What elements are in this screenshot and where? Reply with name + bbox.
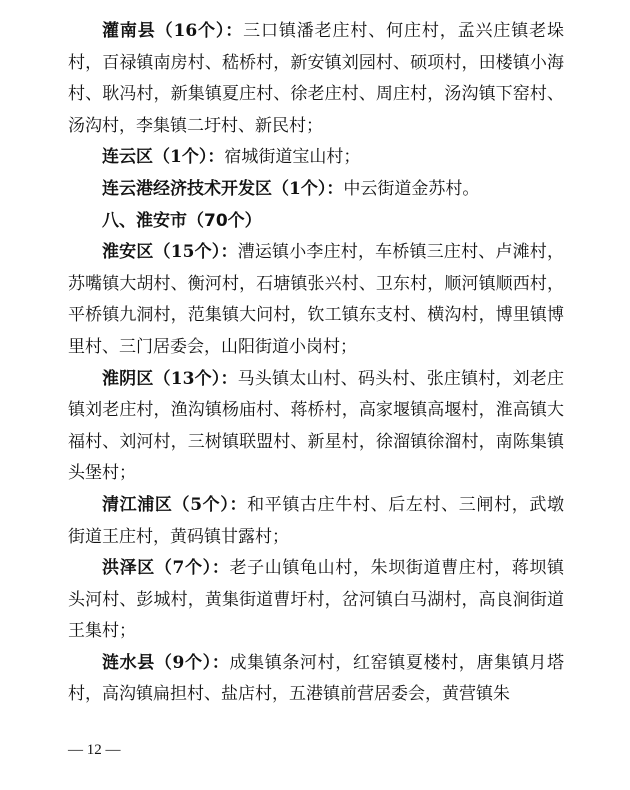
paragraph-lianshui bbox=[68, 648, 564, 711]
region-name: 连云区（1个）： bbox=[102, 147, 225, 168]
paragraph-lianyun bbox=[68, 142, 564, 174]
paragraph-huaian-district bbox=[68, 237, 564, 363]
region-name: 灌南县（16个）： bbox=[102, 21, 244, 41]
region-villages: 中云街道金苏村。 bbox=[343, 178, 480, 199]
page-number: — 12 — bbox=[68, 742, 121, 758]
region-name: 涟水县（9个）： bbox=[102, 652, 230, 673]
region-name: 清江浦区（5个）： bbox=[102, 494, 248, 515]
section-heading-huaian: 八、淮安市（70个） bbox=[102, 210, 262, 231]
region-name: 连云港经济技术开发区（1个）： bbox=[102, 178, 344, 199]
region-name: 淮阴区（13个）： bbox=[102, 368, 238, 389]
paragraph-guannan bbox=[68, 16, 564, 142]
region-name: 淮安区（15个）： bbox=[102, 242, 238, 263]
region-villages: 马头镇太山村、码头村、张庄镇村，刘老庄镇刘老庄村，渔沟镇杨庙村、蒋桥村，高家堰镇高堰村，淮高镇大福村、刘河村，三树镇联盟村、新星村，徐溜镇徐溜村，南陈集镇头堡村； bbox=[68, 368, 564, 484]
paragraph-hongze bbox=[68, 553, 564, 648]
region-villages: 三口镇潘老庄村、何庄村，孟兴庄镇老垛村，百禄镇南房村、嵇桥村，新安镇刘园村、硕项村，田楼镇小海村、耿冯村，新集镇夏庄村、徐老庄村、周庄村，汤沟镇下窑村、汤沟村，李集镇二圩村、新民村； bbox=[68, 21, 564, 136]
region-villages: 和平镇古庄牛村、后左村、三闸村，武墩街道王庄村，黄码镇甘露村； bbox=[68, 494, 564, 547]
region-name: 洪泽区（7个）： bbox=[102, 558, 230, 579]
region-villages: 成集镇条河村，红窑镇夏楼村，唐集镇月塔村，高沟镇扁担村、盐店村，五港镇前营居委会，黄营镇朱 bbox=[68, 652, 564, 705]
document-body bbox=[68, 16, 564, 711]
paragraph-lianyungang-dev-zone bbox=[68, 174, 564, 206]
region-villages: 老子山镇龟山村，朱坝街道曹庄村，蒋坝镇头河村、彭城村，黄集街道曹圩村，岔河镇白马湖村，高良涧街道王集村； bbox=[68, 558, 564, 642]
region-villages: 漕运镇小李庄村，车桥镇三庄村、卢滩村，苏嘴镇大胡村、衡河村，石塘镇张兴村、卫东村，顺河镇顺西村，平桥镇九洞村，范集镇大问村，钦工镇东支村、横沟村，博里镇博里村、三门居委会，山阳街道小岗村； bbox=[68, 242, 564, 357]
paragraph-huaiyin bbox=[68, 364, 564, 490]
paragraph-qingjiangpu bbox=[68, 490, 564, 553]
region-villages: 宿城街道宝山村； bbox=[224, 147, 361, 168]
